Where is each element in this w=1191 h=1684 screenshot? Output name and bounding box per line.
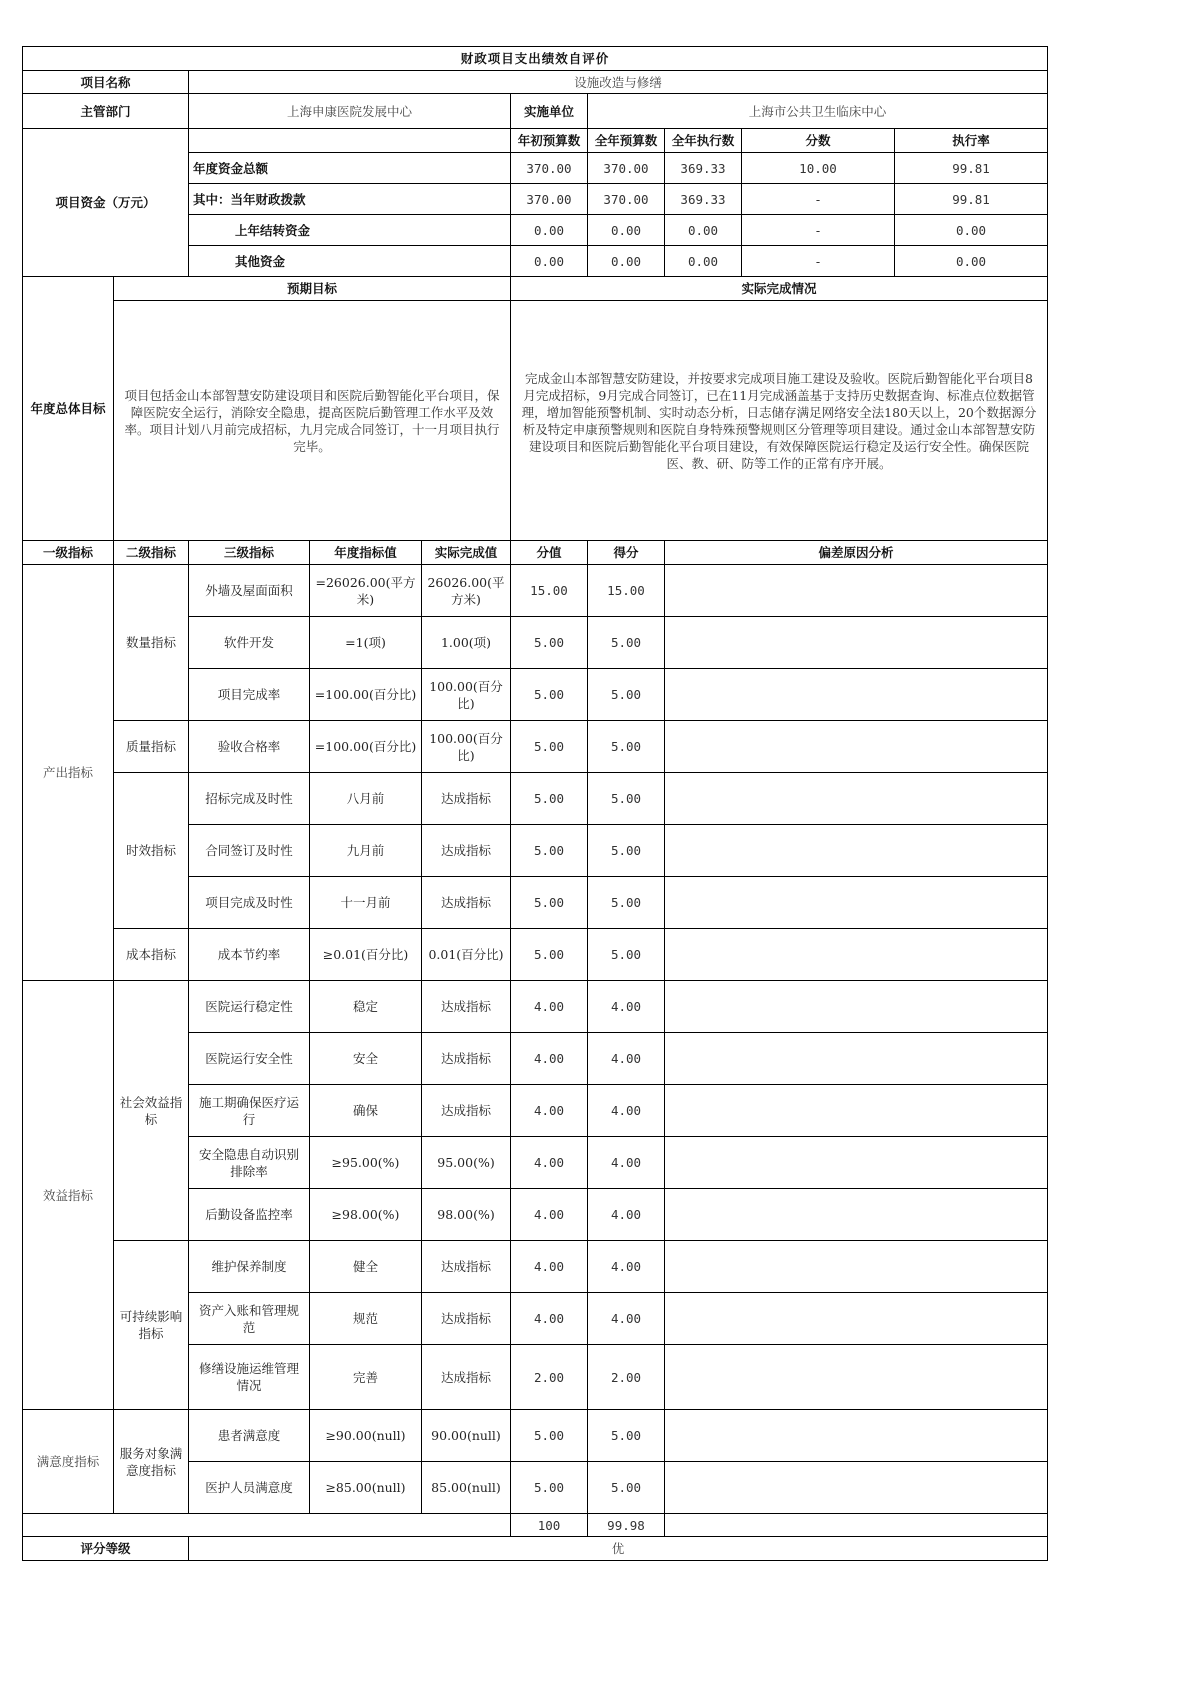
funds-cell: -: [742, 246, 895, 277]
actual-result-header: 实际完成情况: [511, 277, 1048, 301]
level2-indicator: 时效指标: [114, 773, 189, 929]
score-value: 4.00: [511, 1189, 588, 1241]
deviation-analysis: [665, 825, 1048, 877]
target-value: ≥90.00(null): [310, 1410, 422, 1462]
deviation-analysis: [665, 1241, 1048, 1293]
indicator-row: [23, 1410, 1048, 1462]
actual-result-text: 完成金山本部智慧安防建设，并按要求完成项目施工建设及验收。医院后勤智能化平台项目8月完成招标，9月完成合同签订，已在11月完成涵盖基于支持历史数据查询、标准点位数据管理，增加智能预警机制、实时动态分析，日志储存满足网络安全法180天以上，20个数据源分析及特定申康预警规则和医院自身特殊预警规则区分管理等项目建设。通过金山本部智慧安防建设项目和医院后勤智能化平台项目建设，有效保障医院运行稳定及运行安全性。确保医院医、教、研、防等工作的正常有序开展。: [511, 301, 1048, 541]
level3-indicator: 后勤设备监控率: [189, 1189, 310, 1241]
got-value: 5.00: [588, 721, 665, 773]
level3-indicator: 外墙及屋面面积: [189, 565, 310, 617]
level3-indicator: 项目完成及时性: [189, 877, 310, 929]
target-value: 健全: [310, 1241, 422, 1293]
got-value: 2.00: [588, 1345, 665, 1410]
actual-value: 98.00(%): [422, 1189, 511, 1241]
deviation-analysis: [665, 1345, 1048, 1410]
funds-header: 分数: [742, 129, 895, 153]
funds-header: 全年预算数: [588, 129, 665, 153]
score-value: 5.00: [511, 773, 588, 825]
deviation-analysis: [665, 929, 1048, 981]
funds-row-name: 其他资金: [189, 246, 511, 277]
got-value: 5.00: [588, 929, 665, 981]
deviation-analysis: [665, 565, 1048, 617]
funds-row-name: 其中：当年财政拨款: [189, 184, 511, 215]
level3-indicator: 合同签订及时性: [189, 825, 310, 877]
actual-value: 1.00(项): [422, 617, 511, 669]
score-value: 5.00: [511, 669, 588, 721]
level3-indicator: 安全隐患自动识别排除率: [189, 1137, 310, 1189]
project-name-label: 项目名称: [23, 71, 189, 94]
level3-indicator: 医护人员满意度: [189, 1462, 310, 1514]
got-value: 5.00: [588, 877, 665, 929]
level3-indicator: 医院运行安全性: [189, 1033, 310, 1085]
got-value: 15.00: [588, 565, 665, 617]
level3-indicator: 医院运行稳定性: [189, 981, 310, 1033]
actual-value: 达成指标: [422, 1293, 511, 1345]
funds-cell: 370.00: [511, 153, 588, 184]
dept-value: 上海申康医院发展中心: [189, 94, 511, 129]
funds-cell: 0.00: [895, 215, 1048, 246]
level1-indicator: 满意度指标: [23, 1410, 114, 1514]
impl-value: 上海市公共卫生临床中心: [588, 94, 1048, 129]
target-value: 稳定: [310, 981, 422, 1033]
funds-label: 项目资金（万元）: [23, 129, 189, 277]
funds-cell: 99.81: [895, 153, 1048, 184]
actual-value: 100.00(百分比): [422, 669, 511, 721]
target-value: 安全: [310, 1033, 422, 1085]
indicator-header: 二级指标: [114, 541, 189, 565]
deviation-analysis: [665, 617, 1048, 669]
level1-indicator: 效益指标: [23, 981, 114, 1410]
funds-cell: 0.00: [665, 215, 742, 246]
page-title: 财政项目支出绩效自评价: [23, 47, 1048, 71]
project-name-value: 设施改造与修缮: [189, 71, 1048, 94]
indicator-row: [23, 565, 1048, 617]
indicator-header: 得分: [588, 541, 665, 565]
target-value: ≥98.00(%): [310, 1189, 422, 1241]
got-value: 4.00: [588, 1293, 665, 1345]
funds-cell: 370.00: [511, 184, 588, 215]
deviation-analysis: [665, 669, 1048, 721]
funds-cell: 370.00: [588, 184, 665, 215]
level1-indicator: 产出指标: [23, 565, 114, 981]
indicator-row: [23, 773, 1048, 825]
level2-indicator: 质量指标: [114, 721, 189, 773]
score-value: 5.00: [511, 1410, 588, 1462]
level3-indicator: 修缮设施运维管理情况: [189, 1345, 310, 1410]
target-value: 十一月前: [310, 877, 422, 929]
got-value: 5.00: [588, 1410, 665, 1462]
indicator-row: [23, 981, 1048, 1033]
indicator-header: 偏差原因分析: [665, 541, 1048, 565]
level3-indicator: 资产入账和管理规范: [189, 1293, 310, 1345]
score-value: 5.00: [511, 929, 588, 981]
deviation-analysis: [665, 1137, 1048, 1189]
funds-cell: -: [742, 215, 895, 246]
funds-cell: 0.00: [588, 246, 665, 277]
funds-cell: 370.00: [588, 153, 665, 184]
level2-indicator: 成本指标: [114, 929, 189, 981]
indicator-rows: [23, 565, 1048, 1514]
target-value: =100.00(百分比): [310, 669, 422, 721]
expected-goal-header: 预期目标: [114, 277, 511, 301]
actual-value: 达成指标: [422, 1033, 511, 1085]
got-value: 4.00: [588, 1137, 665, 1189]
actual-value: 达成指标: [422, 825, 511, 877]
actual-value: 达成指标: [422, 1241, 511, 1293]
target-value: ≥85.00(null): [310, 1462, 422, 1514]
funds-row-name: 年度资金总额: [189, 153, 511, 184]
actual-value: 95.00(%): [422, 1137, 511, 1189]
target-value: 八月前: [310, 773, 422, 825]
funds-cell: 0.00: [511, 215, 588, 246]
rating-label: 评分等级: [23, 1537, 189, 1561]
dept-label: 主管部门: [23, 94, 189, 129]
funds-cell: 0.00: [895, 246, 1048, 277]
deviation-analysis: [665, 1293, 1048, 1345]
got-value: 5.00: [588, 825, 665, 877]
indicator-row: [23, 721, 1048, 773]
funds-cell: 0.00: [511, 246, 588, 277]
funds-cell: 99.81: [895, 184, 1048, 215]
level3-indicator: 成本节约率: [189, 929, 310, 981]
level2-indicator: 数量指标: [114, 565, 189, 721]
total-score: 100: [511, 1514, 588, 1537]
actual-value: 达成指标: [422, 877, 511, 929]
goals-label: 年度总体目标: [23, 277, 114, 541]
funds-cell: -: [742, 184, 895, 215]
indicator-header: 一级指标: [23, 541, 114, 565]
got-value: 4.00: [588, 1085, 665, 1137]
actual-value: 26026.00(平方米): [422, 565, 511, 617]
score-value: 4.00: [511, 1137, 588, 1189]
expected-goal-text: 项目包括金山本部智慧安防建设项目和医院后勤智能化平台项目，保障医院安全运行，消除安全隐患，提高医院后勤管理工作水平及效率。项目计划八月前完成招标，九月完成合同签订，十一月项目执行完毕。: [114, 301, 511, 541]
target-value: 九月前: [310, 825, 422, 877]
deviation-analysis: [665, 981, 1048, 1033]
actual-value: 达成指标: [422, 1085, 511, 1137]
total-row-blank: [23, 1514, 511, 1537]
target-value: ≥95.00(%): [310, 1137, 422, 1189]
deviation-analysis: [665, 1189, 1048, 1241]
got-value: 5.00: [588, 669, 665, 721]
indicator-header: 实际完成值: [422, 541, 511, 565]
indicator-header: 三级指标: [189, 541, 310, 565]
impl-label: 实施单位: [511, 94, 588, 129]
target-value: =26026.00(平方米): [310, 565, 422, 617]
target-value: 规范: [310, 1293, 422, 1345]
funds-cell: 0.00: [665, 246, 742, 277]
deviation-analysis: [665, 721, 1048, 773]
score-value: 15.00: [511, 565, 588, 617]
funds-header: 全年执行数: [665, 129, 742, 153]
deviation-analysis: [665, 1085, 1048, 1137]
indicator-header: 分值: [511, 541, 588, 565]
level2-indicator: 社会效益指标: [114, 981, 189, 1241]
actual-value: 达成指标: [422, 1345, 511, 1410]
level2-indicator: 服务对象满意度指标: [114, 1410, 189, 1514]
score-value: 5.00: [511, 1462, 588, 1514]
level2-indicator: 可持续影响指标: [114, 1241, 189, 1410]
level3-indicator: 施工期确保医疗运行: [189, 1085, 310, 1137]
funds-cell: 369.33: [665, 153, 742, 184]
rating-value: 优: [189, 1537, 1048, 1561]
score-value: 5.00: [511, 825, 588, 877]
funds-cell: 10.00: [742, 153, 895, 184]
got-value: 5.00: [588, 773, 665, 825]
funds-header-blank: [189, 129, 511, 153]
actual-value: 90.00(null): [422, 1410, 511, 1462]
got-value: 4.00: [588, 1033, 665, 1085]
deviation-analysis: [665, 773, 1048, 825]
score-value: 2.00: [511, 1345, 588, 1410]
indicator-row: [23, 1241, 1048, 1293]
indicator-row: [23, 929, 1048, 981]
target-value: 确保: [310, 1085, 422, 1137]
target-value: 完善: [310, 1345, 422, 1410]
indicator-header: 年度指标值: [310, 541, 422, 565]
level3-indicator: 招标完成及时性: [189, 773, 310, 825]
total-row-blank: [665, 1514, 1048, 1537]
actual-value: 100.00(百分比): [422, 721, 511, 773]
got-value: 4.00: [588, 1189, 665, 1241]
score-value: 4.00: [511, 1293, 588, 1345]
level3-indicator: 维护保养制度: [189, 1241, 310, 1293]
score-value: 5.00: [511, 877, 588, 929]
deviation-analysis: [665, 877, 1048, 929]
got-value: 5.00: [588, 617, 665, 669]
performance-evaluation-table: [22, 46, 1048, 1561]
score-value: 4.00: [511, 1241, 588, 1293]
funds-row-name: 上年结转资金: [189, 215, 511, 246]
level3-indicator: 验收合格率: [189, 721, 310, 773]
score-value: 4.00: [511, 1033, 588, 1085]
score-value: 5.00: [511, 617, 588, 669]
score-value: 5.00: [511, 721, 588, 773]
actual-value: 85.00(null): [422, 1462, 511, 1514]
funds-header: 年初预算数: [511, 129, 588, 153]
deviation-analysis: [665, 1410, 1048, 1462]
level3-indicator: 软件开发: [189, 617, 310, 669]
funds-cell: 369.33: [665, 184, 742, 215]
got-value: 5.00: [588, 1462, 665, 1514]
score-value: 4.00: [511, 981, 588, 1033]
actual-value: 达成指标: [422, 981, 511, 1033]
level3-indicator: 患者满意度: [189, 1410, 310, 1462]
score-value: 4.00: [511, 1085, 588, 1137]
actual-value: 0.01(百分比): [422, 929, 511, 981]
target-value: ≥0.01(百分比): [310, 929, 422, 981]
target-value: =100.00(百分比): [310, 721, 422, 773]
target-value: =1(项): [310, 617, 422, 669]
funds-header: 执行率: [895, 129, 1048, 153]
deviation-analysis: [665, 1033, 1048, 1085]
total-got: 99.98: [588, 1514, 665, 1537]
got-value: 4.00: [588, 981, 665, 1033]
deviation-analysis: [665, 1462, 1048, 1514]
actual-value: 达成指标: [422, 773, 511, 825]
funds-cell: 0.00: [588, 215, 665, 246]
level3-indicator: 项目完成率: [189, 669, 310, 721]
got-value: 4.00: [588, 1241, 665, 1293]
